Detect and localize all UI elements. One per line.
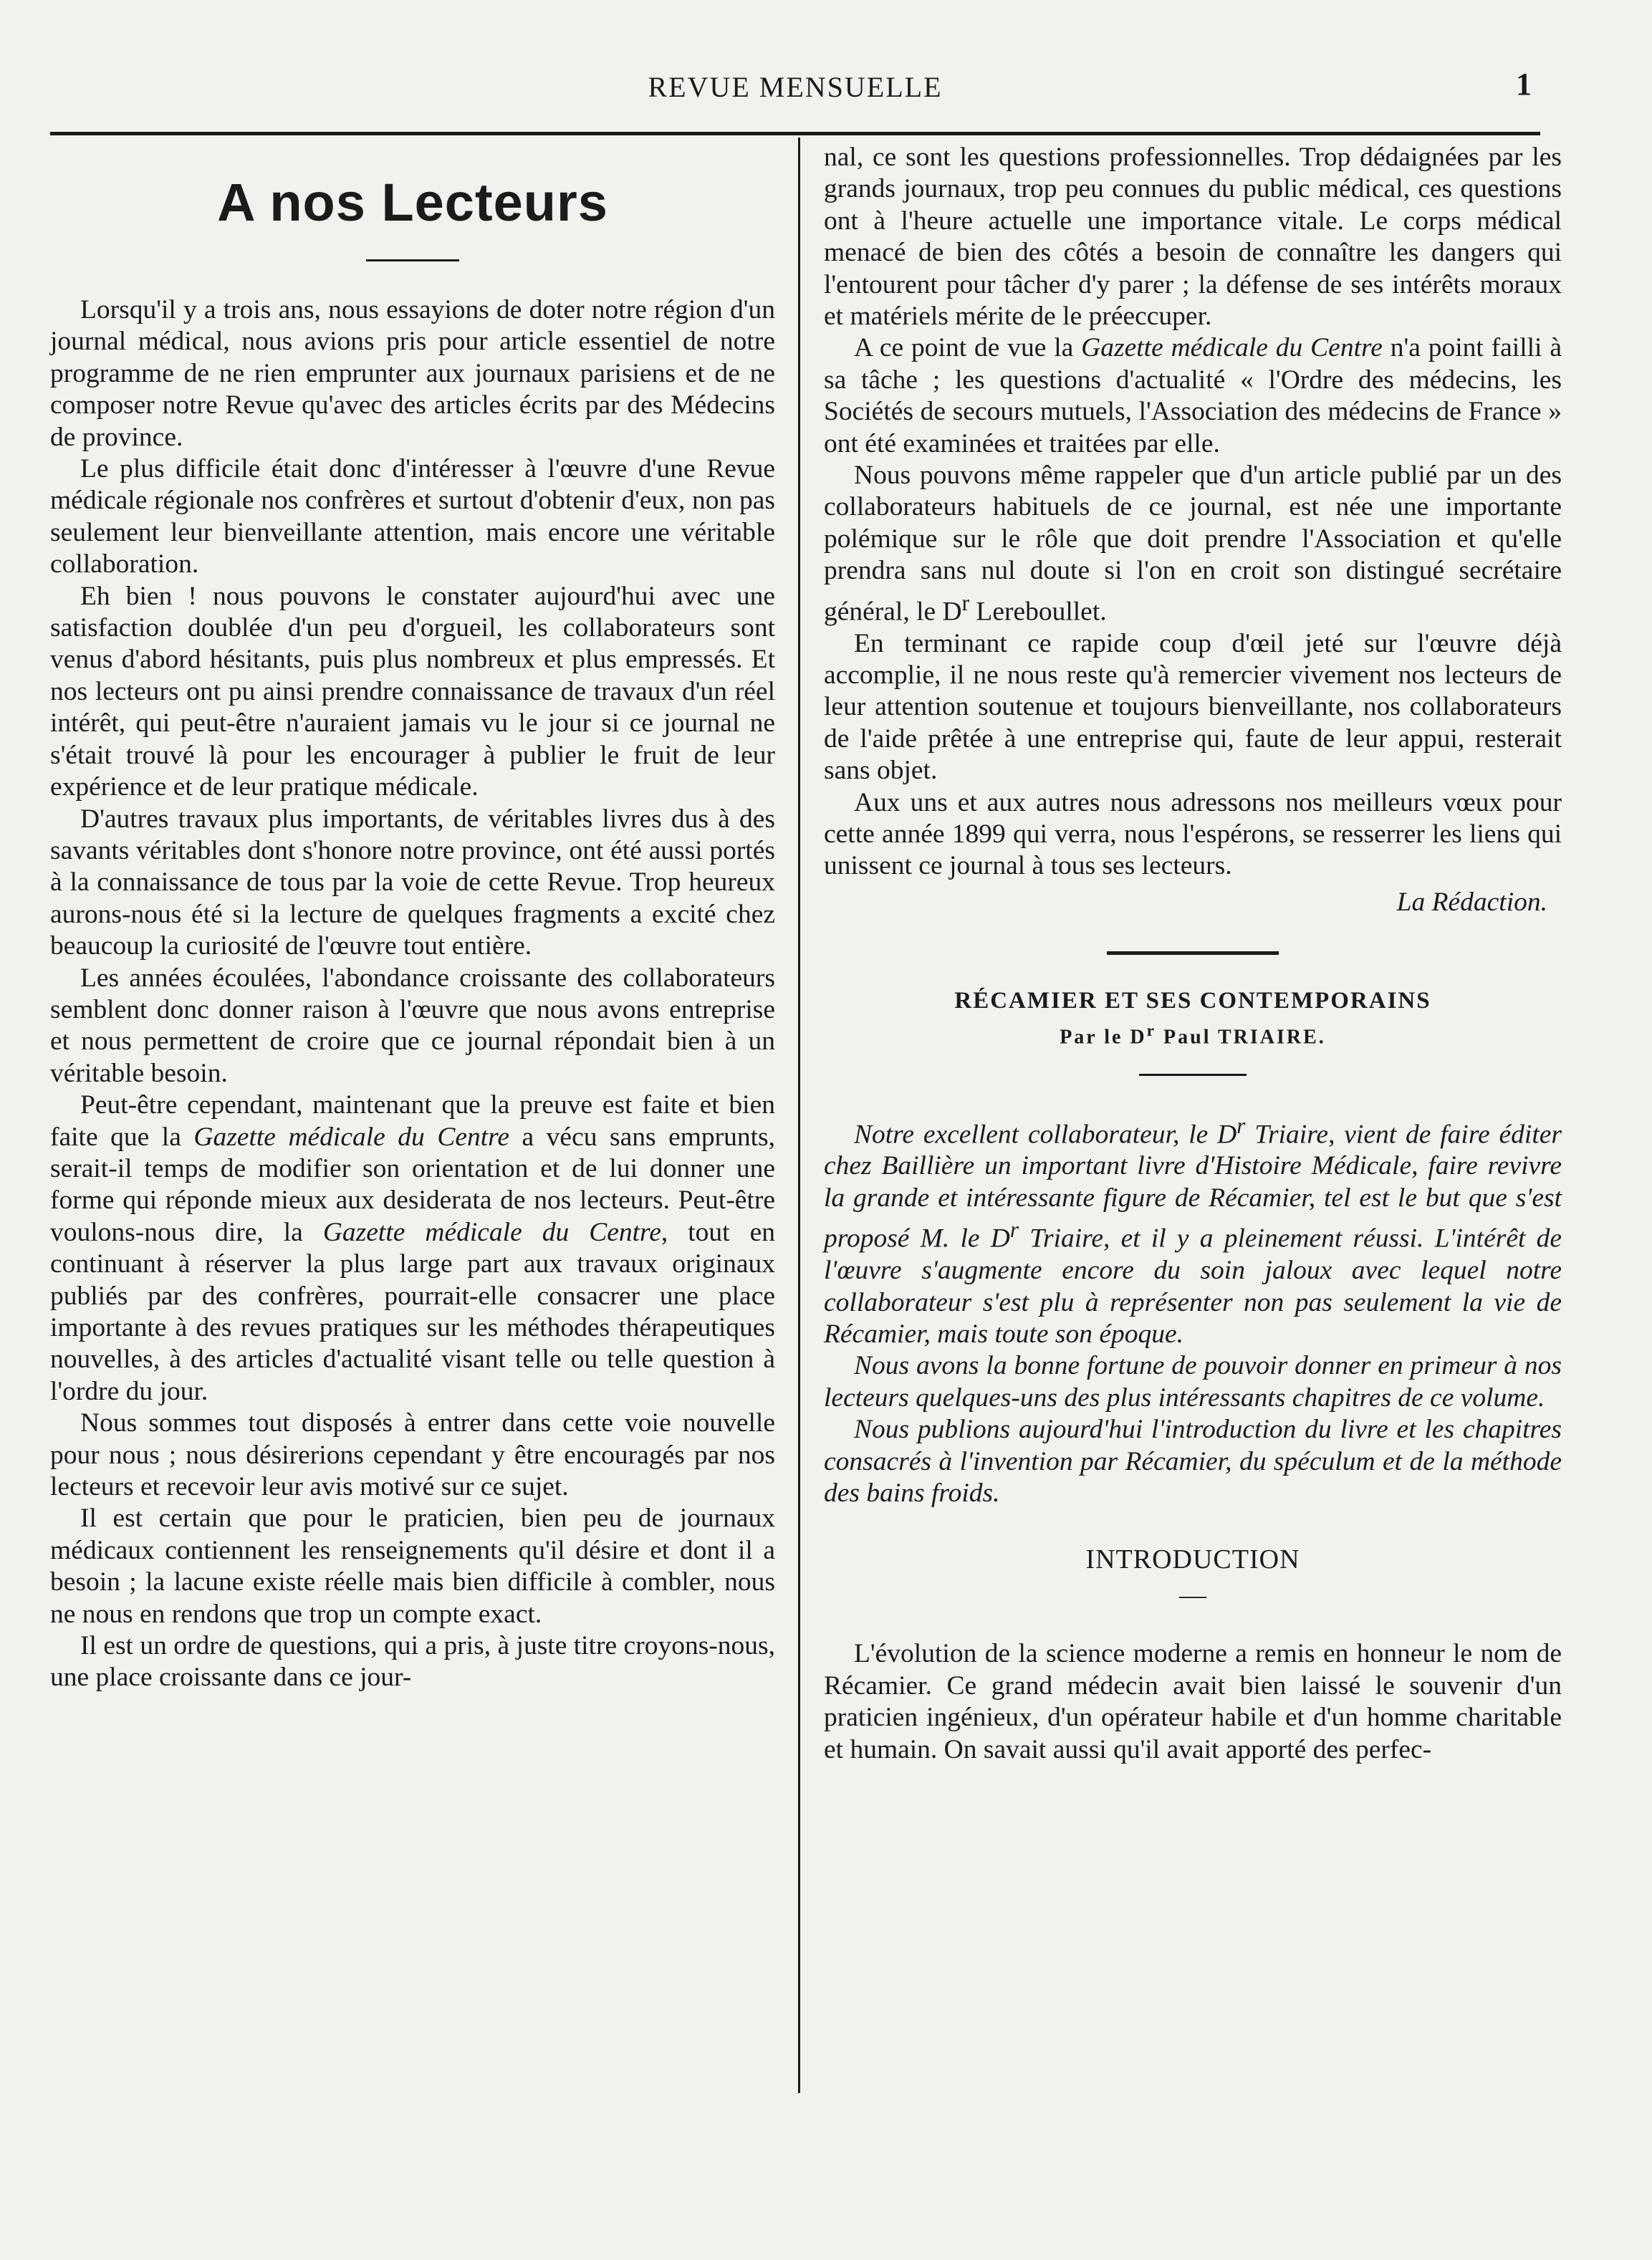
journal-name: Gazette médicale du Centre <box>193 1122 509 1152</box>
column-divider <box>798 138 800 2093</box>
byline-text: Paul TRIAIRE. <box>1156 1026 1326 1049</box>
section-dash: — <box>1179 1580 1206 1611</box>
signature: La Rédaction. <box>1396 887 1547 917</box>
paragraph: Lorsqu'il y a trois ans, nous essayions de doter notre région d'un journal médical, nous avions pris pour article essentiel de notre programme de ne rien emprunter aux journaux parisiens et de ne composer notre Revue qu'avec des articles écrits par des Médecins de province. <box>50 295 775 452</box>
paragraph-continued: nal, ce sont les questions professionnelles. Trop dédaignées par les grands journaux, trop peu connues du public médical, ces questions ont à l'heure actuelle une importance vitale. Le corps médical menacé de bien des côtés a besoin de connaître les dangers qui l'entourent pour tâcher d'y parer ; la défense de ses intérêts moraux et matériels mérite de le préeccuper. <box>824 143 1562 332</box>
running-head <box>50 66 1540 109</box>
section-title: INTRODUCTION <box>1085 1544 1300 1575</box>
paragraph <box>50 1090 775 1408</box>
paragraph: Aux uns et aux autres nous adressons nos meilleurs vœux pour cette année 1899 qui verra, nous l'espérons, se resserrer les liens qui unissent ce journal à tous ses lecteurs. <box>824 787 1562 881</box>
page-number: 1 <box>1516 67 1532 102</box>
superscript: r <box>1236 1112 1246 1138</box>
paragraph-text: Triaire, et il y a pleinement réussi. L'intérêt de l'œuvre s'augmente encore du soin jaloux avec lequel notre collaborateur s'est plu à représenter non pas seulement la vie de Récamier, mais toute son époque. <box>824 1223 1562 1350</box>
paragraph <box>824 460 1562 628</box>
left-column <box>50 142 775 1694</box>
article-title: A nos Lecteurs <box>217 173 608 232</box>
running-title: REVUE MENSUELLE <box>648 71 943 103</box>
paragraph-text: Peut-être cependant, maintenant que la preuve est faite et bien faite que la <box>50 1090 775 1152</box>
journal-name: Gazette médicale du Centre <box>322 1217 661 1247</box>
paragraph: En terminant ce rapide coup d'œil jeté sur l'œuvre déjà accomplie, il ne nous reste qu'à remercier vivement nos lecteurs de leur attention soutenue et toujours bienveillante, nos collaborateurs de l'aide prêtée à une entreprise qui, faute de leur appui, resterait sans objet. <box>824 628 1562 786</box>
paragraph: D'autres travaux plus importants, de véritables livres dus à des savants véritables dont s'honore notre province, ont été aussi portés à la connaissance de tous par la voie de cette Revue. Trop heureux aurons-nous été si la lecture de quelques fragments a excité chez beaucoup la curiosité de l'œuvre tout entière. <box>50 804 775 961</box>
article-title: RÉCAMIER ET SES CONTEMPORAINS <box>954 988 1431 1014</box>
superscript: r <box>961 590 970 615</box>
journal-name: Gazette médicale du Centre <box>1081 333 1383 363</box>
right-column <box>824 142 1562 1766</box>
paragraph: Nous avons la bonne fortune de pouvoir donner en primeur à nos lecteurs quelques-uns des plus intéressants chapitres de ce volume. <box>824 1351 1562 1413</box>
paragraph: L'évolution de la science moderne a remis en honneur le nom de Récamier. Ce grand médecin avait bien laissé le souvenir d'un praticien ingénieux, d'un opérateur habile et d'un homme charitable et humain. On savait aussi qu'il avait apporté des perfec- <box>824 1639 1562 1764</box>
header-rule <box>50 132 1540 135</box>
paragraph: Il est certain que pour le praticien, bien peu de journaux médicaux contiennent les renseignements qu'il désire et dont il a besoin ; la lacune existe réelle mais bien difficile à combler, nous ne nous en rendons que trop un compte exact. <box>50 1504 775 1629</box>
section-separator <box>1107 951 1279 955</box>
paragraph-text: Triaire, vient de faire éditer chez Baillière un important livre d'Histoire Médicale, faire revivre la grande et intéressante figure de Récamier, tel est le but que s'est proposé M. le D <box>824 1120 1562 1254</box>
paragraph-text: a vécu sans emprunts, serait-il temps de modifier son orientation et de lui donner une forme qui réponde mieux aux desiderata de nos lecteurs. Peut-être voulons-nous dire, la <box>50 1122 776 1247</box>
editor-note <box>824 1110 1562 1510</box>
superscript: r <box>1146 1021 1157 1041</box>
paragraph <box>824 332 1562 460</box>
paragraph: Les années écoulées, l'abondance croissante des collaborateurs semblent donc donner raison à l'œuvre que nous avons entreprise et nous permettent de croire que ce journal répondait bien à un véritable besoin. <box>50 963 775 1088</box>
title-rule <box>366 259 459 261</box>
paragraph: Le plus difficile était donc d'intéresser à l'œuvre d'une Revue médicale régionale nos confrères et surtout d'obtenir d'eux, non pas seulement leur bienveillante attention, mais encore une véritable collaboration. <box>50 454 775 580</box>
paragraph: Il est un ordre de questions, qui a pris, à juste titre croyons-nous, une place croissante dans ce jour- <box>50 1631 775 1693</box>
paragraph: Eh bien ! nous pouvons le constater aujourd'hui avec une satisfaction doublée d'un peu d'orgueil, les collaborateurs sont venus d'abord hésitants, puis plus nombreux et plus empressés. Et nos lecteurs ont pu ainsi prendre connaissance de travaux d'un réel intérêt, qui peut-être n'auraient jamais vu le jour si ce journal ne s'était trouvé là pour les encourager à publier le fruit de leur expérience et de leur pratique médicale. <box>50 581 775 802</box>
paragraph <box>824 1110 1562 1351</box>
paragraph-text: n'a point failli à sa tâche ; les questions d'actualité « l'Ordre des médecins, les Sociétés de secours mutuels, l'Association des médecins de France » ont été examinées et traitées par elle. <box>824 333 1562 458</box>
paragraph-text: Notre excellent collaborateur, le D <box>854 1120 1237 1150</box>
paragraph: Nous publions aujourd'hui l'introduction du livre et les chapitres consacrés à l'invention par Récamier, du spéculum et de la méthode des bains froids. <box>824 1415 1562 1509</box>
paragraph-text: Lereboullet. <box>969 597 1107 627</box>
paragraph: Nous sommes tout disposés à entrer dans cette voie nouvelle pour nous ; nous désirerions cependant y être encouragés par nos lecteurs et recevoir leur avis motivé sur ce sujet. <box>50 1408 775 1502</box>
byline-rule <box>1139 1074 1247 1076</box>
superscript: r <box>1009 1217 1019 1243</box>
byline <box>824 1016 1562 1052</box>
paragraph-text: , tout en continuant à réserver la plus large part aux travaux originaux publiés par des confrères, pourrait-elle consacrer une place importante à des revues pratiques sur les méthodes thérapeutiques nouvelles, à des articles d'actualité visant telle ou telle question à l'ordre du jour. <box>50 1217 775 1406</box>
byline-text: Par le D <box>1060 1026 1147 1049</box>
paragraph-text: A ce point de vue la <box>854 333 1082 363</box>
paragraph-text: Nous pouvons même rappeler que d'un article publié par un des collaborateurs habituels de ce journal, est née une importante polémique sur le rôle que doit prendre l'Association et qu'elle prendra sans nul doute si l'on en croit son distingué secrétaire général, le D <box>824 461 1562 627</box>
